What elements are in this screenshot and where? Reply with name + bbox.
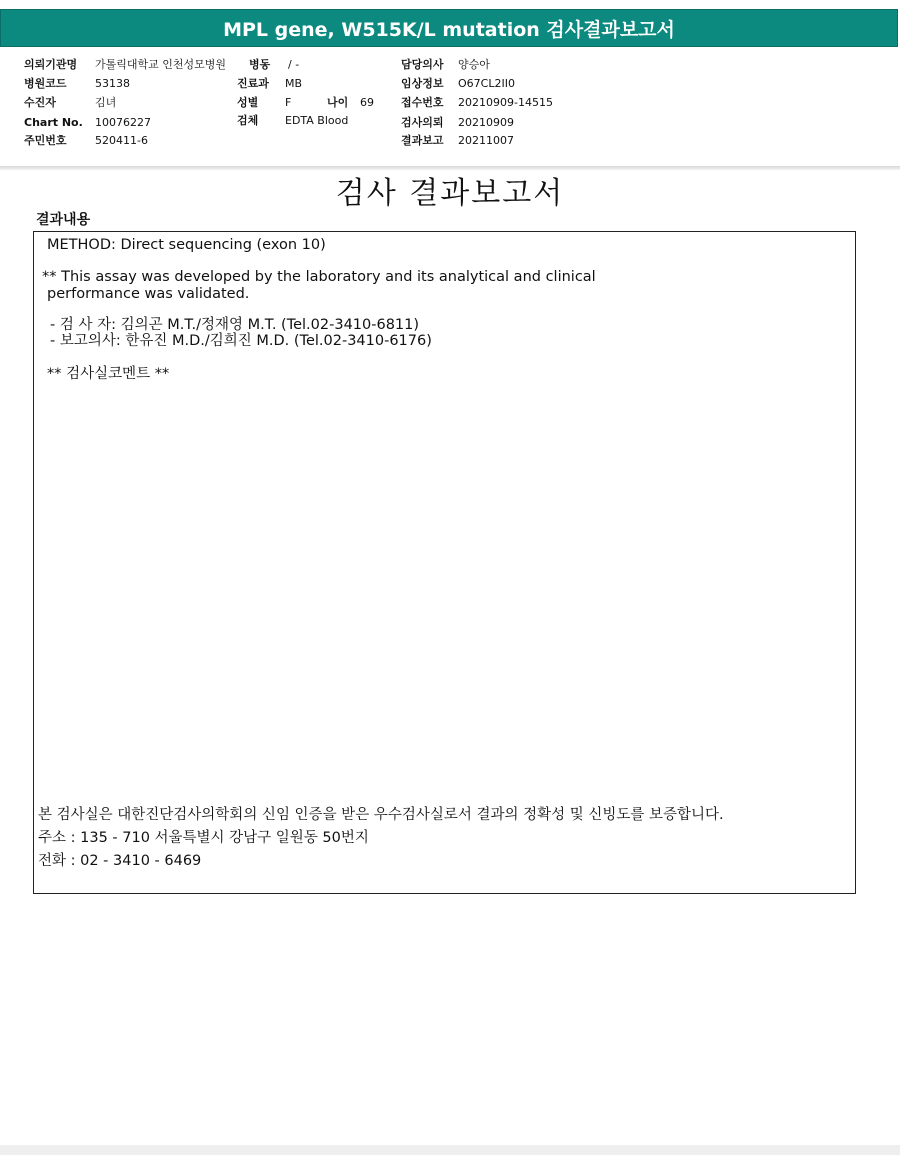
requesting-institution-label: 의뢰기관명 (24, 58, 78, 71)
attending-physician-label: 담당의사 (401, 58, 444, 71)
requesting-institution-value: 가톨릭대학교 인천성모병원 (95, 58, 227, 71)
examiner-line: - 검 사 자: 김의곤 M.T./정재영 M.T. (Tel.02-3410-6811) (50, 317, 420, 333)
ward-value: / - (288, 58, 300, 71)
reporting-physician-line: - 보고의사: 한유진 M.D./김희진 M.D. (Tel.02-3410-6176) (50, 333, 432, 349)
clinical-info-label: 임상정보 (401, 77, 444, 90)
result-report-value: 20211007 (458, 134, 514, 147)
assay-note-line1: ** This assay was developed by the laboratory and its analytical and clinical (42, 269, 596, 285)
patient-name-label: 수진자 (24, 96, 56, 109)
resident-number-value: 520411-6 (95, 134, 148, 147)
bottom-strip (0, 1145, 900, 1155)
receipt-number-label: 접수번호 (401, 96, 444, 109)
receipt-number-value: 20210909-14515 (458, 96, 553, 109)
certification-line: 본 검사실은 대한진단검사의학회의 신임 인증을 받은 우수검사실로서 결과의 정확성 및 신빙도를 보증합니다. (38, 807, 724, 823)
clinical-info-value: O67CL2II0 (458, 77, 515, 90)
test-request-value: 20210909 (458, 116, 514, 129)
report-title-bar (0, 9, 898, 47)
results-box (33, 231, 856, 894)
results-section-label: 결과내용 (36, 212, 91, 228)
phone-line: 전화 : 02 - 3410 - 6469 (38, 853, 202, 869)
chart-no-label: Chart No. (24, 116, 83, 129)
department-value: MB (285, 77, 303, 90)
test-request-label: 검사의뢰 (401, 116, 444, 129)
chart-no-value: 10076227 (95, 116, 151, 129)
patient-name-value: 김녀 (95, 96, 117, 109)
ward-label: 병동 (249, 58, 271, 71)
hospital-code-value: 53138 (95, 77, 130, 90)
resident-number-label: 주민번호 (24, 134, 67, 147)
method-line: METHOD: Direct sequencing (exon 10) (47, 237, 326, 253)
age-label: 나이 (327, 96, 349, 109)
specimen-label: 검체 (237, 114, 259, 127)
lab-comment-heading: ** 검사실코멘트 ** (47, 366, 170, 382)
address-line: 주소 : 135 - 710 서울특별시 강남구 일원동 50번지 (38, 830, 369, 846)
patient-info-panel (0, 52, 900, 170)
department-label: 진료과 (237, 77, 269, 90)
attending-physician-value: 양승아 (458, 58, 490, 71)
hospital-code-label: 병원코드 (24, 77, 67, 90)
sex-label: 성별 (237, 96, 259, 109)
report-heading: 검사 결과보고서 (335, 176, 565, 211)
age-value: 69 (360, 96, 374, 109)
assay-note-line2: performance was validated. (47, 286, 250, 302)
specimen-value: EDTA Blood (285, 114, 349, 127)
sex-value: F (285, 96, 292, 109)
result-report-label: 결과보고 (401, 134, 444, 147)
report-title: MPL gene, W515K/L mutation 검사결과보고서 (223, 18, 675, 41)
